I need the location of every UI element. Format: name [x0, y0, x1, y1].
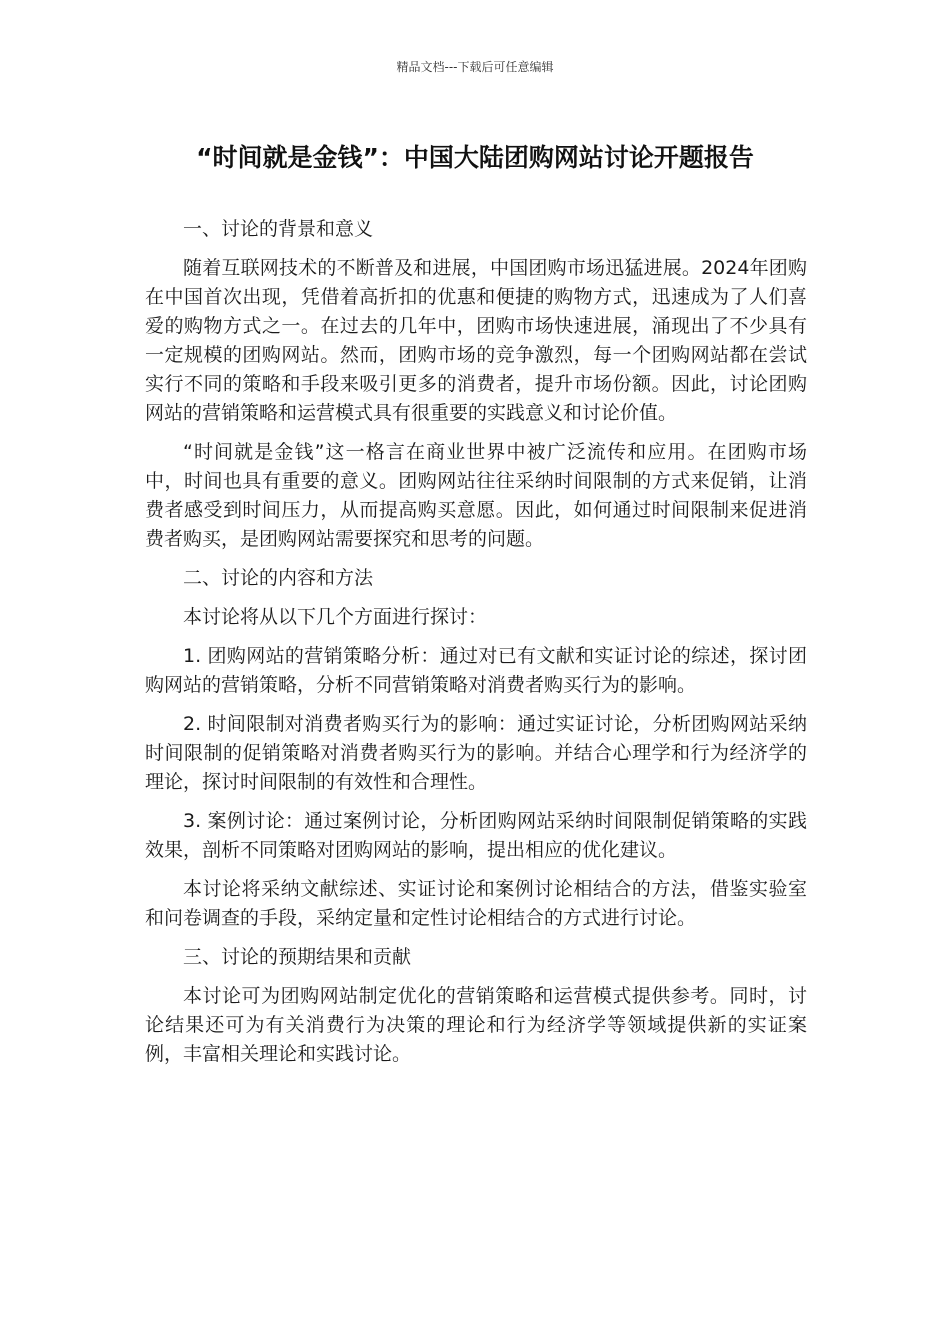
paragraph-intro-aspects: 本讨论将从以下几个方面进行探讨：	[183, 606, 488, 628]
paragraph-background: 随着互联网技术的不断普及和进展，中国团购市场迅猛进展。2024年团购在中国首次出现，凭借着高折扣的优惠和便捷的购物方式，迅速成为了人们喜爱的购物方式之一。在过去的几年中，团购市场快速进展，涌现出了不少具有一定规模的团购网站。然而，团购市场的竞争激烈，每一个团购网站都在尝试实行不同的策略和手段来吸引更多的消费者，提升市场份额。因此，讨论团购网站的营销策略和运营模式具有很重要的实践意义和讨论价值。	[145, 257, 807, 424]
document-title: “时间就是金钱”：中国大陆团购网站讨论开题报告	[196, 143, 754, 172]
section-heading-content-methods: 二、讨论的内容和方法	[183, 567, 374, 589]
page-header: 精品文档---下载后可任意编辑	[396, 60, 554, 74]
list-item-marketing-strategy: 1. 团购网站的营销策略分析：通过对已有文献和实证讨论的综述，探讨团购网站的营销策略，分析不同营销策略对消费者购买行为的影响。	[145, 645, 807, 696]
list-item-time-limit: 2. 时间限制对消费者购买行为的影响：通过实证讨论，分析团购网站采纳时间限制的促销策略对消费者购买行为的影响。并结合心理学和行为经济学的理论，探讨时间限制的有效性和合理性。	[145, 713, 807, 793]
document-body	[145, 215, 807, 1079]
paragraph-contribution: 本讨论可为团购网站制定优化的营销策略和运营模式提供参考。同时，讨论结果还可为有关消费行为决策的理论和行为经济学等领域提供新的实证案例，丰富相关理论和实践讨论。	[145, 985, 807, 1065]
paragraph-methods: 本讨论将采纳文献综述、实证讨论和案例讨论相结合的方法，借鉴实验室和问卷调查的手段，采纳定量和定性讨论相结合的方式进行讨论。	[145, 878, 807, 929]
list-item-case-study: 3. 案例讨论：通过案例讨论，分析团购网站采纳时间限制促销策略的实践效果，剖析不同策略对团购网站的影响，提出相应的优化建议。	[145, 810, 807, 861]
section-heading-background: 一、讨论的背景和意义	[183, 218, 374, 240]
section-heading-expected-results: 三、讨论的预期结果和贡献	[183, 946, 412, 968]
paragraph-time-is-money: “时间就是金钱”这一格言在商业世界中被广泛流传和应用。在团购市场中，时间也具有重要的意义。团购网站往往采纳时间限制的方式来促销，让消费者感受到时间压力，从而提高购买意愿。因此，如何通过时间限制来促进消费者购买，是团购网站需要探究和思考的问题。	[145, 441, 807, 550]
